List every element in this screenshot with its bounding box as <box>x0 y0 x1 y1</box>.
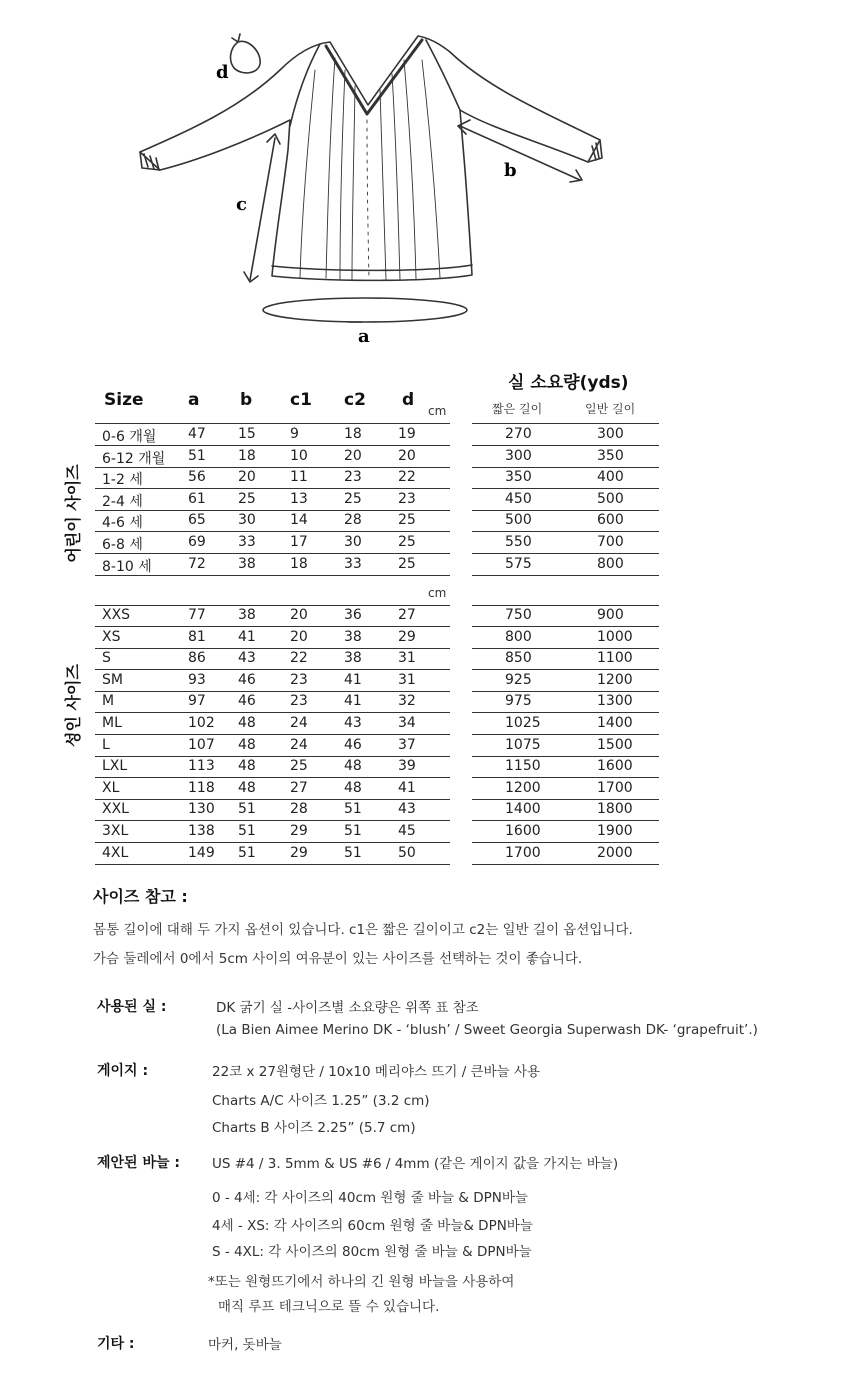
adult-row-cell: 1700 <box>505 844 541 861</box>
adult-row-cell: 102 <box>188 715 215 731</box>
gauge-line-2: Charts A/C 사이즈 1.25” (3.2 cm) <box>212 1093 430 1109</box>
adult-row-yarn-row-divider <box>472 648 659 649</box>
adult-row-cell: 925 <box>505 671 532 688</box>
adult-row-cell: 27 <box>290 779 308 796</box>
children-row-cell: 4-6 세 <box>102 515 143 532</box>
adult-row-cell: 46 <box>344 736 362 753</box>
children-row-cell: 500 <box>505 512 532 529</box>
children-row-cell: 14 <box>290 512 308 529</box>
adult-row-cell: 750 <box>505 607 532 623</box>
adult-row-cell: 46 <box>238 693 256 710</box>
needles-line-1: US #4 / 3. 5mm & US #6 / 4mm (같은 게이지 값을 가지는 바늘) <box>212 1156 619 1172</box>
children-row-row-divider <box>95 510 450 511</box>
adult-row-cell: 113 <box>188 758 215 775</box>
adult-row-cell: 31 <box>398 671 416 688</box>
adult-row-cell: LXL <box>102 758 128 775</box>
label-c: c <box>236 194 247 215</box>
adult-row-row-divider <box>95 734 450 735</box>
adult-row-cell: SM <box>102 671 123 688</box>
adult-row-cell: 51 <box>344 823 362 839</box>
children-row-yarn-row-divider <box>472 575 659 576</box>
children-row-cell: 23 <box>344 469 362 486</box>
adult-row-cell: 23 <box>290 671 308 688</box>
adult-row-cell: 29 <box>290 844 308 861</box>
children-row-cell: 47 <box>188 426 206 442</box>
adult-row-cell: 38 <box>238 607 256 623</box>
table-header-divider <box>472 423 659 424</box>
children-row-cell: 2-4 세 <box>102 493 143 510</box>
adult-row-cell: 118 <box>188 779 215 796</box>
adult-row-row-divider <box>95 648 450 649</box>
adult-row-cell: 107 <box>188 736 215 753</box>
children-row-row-divider <box>95 488 450 489</box>
yarn-line-1: DK 굵기 실 -사이즈별 소요량은 위쪽 표 참조 <box>216 1000 479 1016</box>
adult-row-yarn-row-divider <box>472 669 659 670</box>
adult-row-yarn-row-divider <box>472 864 659 865</box>
adult-header-divider <box>95 605 450 606</box>
adult-row-cell: 1500 <box>597 736 633 753</box>
adult-row-cell: 22 <box>290 650 308 667</box>
adult-row-cell: 48 <box>238 736 256 753</box>
children-row-cell: 17 <box>290 534 308 550</box>
adult-header-divider <box>472 605 659 606</box>
children-row-cell: 25 <box>398 555 416 572</box>
adult-row-row-divider <box>95 799 450 800</box>
adult-row-cell: 1000 <box>597 628 633 645</box>
header-a: a <box>188 390 200 410</box>
adult-row-cell: 29 <box>290 823 308 839</box>
adult-row-cell: 1300 <box>597 693 633 710</box>
children-row-cell: 72 <box>188 555 206 572</box>
children-row-cell: 38 <box>238 555 256 572</box>
adult-row-cell: 51 <box>238 823 256 839</box>
children-row-cell: 30 <box>238 512 256 529</box>
adult-row-cell: 46 <box>238 671 256 688</box>
children-row-cell: 22 <box>398 469 416 486</box>
notes-title: 사이즈 참고 : <box>93 887 188 906</box>
needles-line-5: *또는 원형뜨기에서 하나의 긴 원형 바늘을 사용하여 <box>208 1274 515 1290</box>
children-row-cell: 30 <box>344 534 362 550</box>
children-row-yarn-row-divider <box>472 531 659 532</box>
needles-line-2: 0 - 4세: 각 사이즈의 40cm 원형 줄 바늘 & DPN바늘 <box>212 1190 528 1206</box>
adult-row-cell: 43 <box>398 801 416 818</box>
children-row-cell: 500 <box>597 490 624 507</box>
other-line-1: 마커, 돗바늘 <box>208 1337 282 1353</box>
adult-row-cell: 39 <box>398 758 416 775</box>
children-row-yarn-row-divider <box>472 467 659 468</box>
children-row-cell: 15 <box>238 426 256 442</box>
adult-row-cell: 48 <box>238 715 256 731</box>
yarn-label: 사용된 실 : <box>97 999 167 1015</box>
yarn-line-2: (La Bien Aimee Merino DK - ‘blush’ / Sweet Georgia Superwash DK- ‘grapefruit’.) <box>216 1022 758 1038</box>
yarn-title: 실 소요량(yds) <box>508 373 629 393</box>
children-row-cell: 6-12 개월 <box>102 450 166 467</box>
children-row-yarn-row-divider <box>472 510 659 511</box>
adult-row-cell: 1200 <box>597 671 633 688</box>
children-row-row-divider <box>95 553 450 554</box>
adult-row-row-divider <box>95 756 450 757</box>
children-row-cell: 550 <box>505 534 532 550</box>
adult-row-yarn-row-divider <box>472 691 659 692</box>
children-row-cell: 450 <box>505 490 532 507</box>
adult-row-cell: 149 <box>188 844 215 861</box>
adult-row-cell: 1025 <box>505 715 541 731</box>
children-row-cell: 56 <box>188 469 206 486</box>
children-size-label: 어린이 사이즈 <box>63 464 83 563</box>
adult-row-cell: 3XL <box>102 823 129 839</box>
adult-row-cell: 1700 <box>597 779 633 796</box>
adult-row-cell: 32 <box>398 693 416 710</box>
children-row-row-divider <box>95 531 450 532</box>
children-row-cell: 800 <box>597 555 624 572</box>
children-row-cell: 300 <box>597 426 624 442</box>
adult-row-cell: M <box>102 693 115 710</box>
adult-row-cell: 27 <box>398 607 416 623</box>
adult-row-cell: 34 <box>398 715 416 731</box>
header-b: b <box>240 390 253 410</box>
adult-row-cell: XS <box>102 628 121 645</box>
children-row-cell: 300 <box>505 447 532 464</box>
adult-row-cell: 48 <box>238 758 256 775</box>
children-row-row-divider <box>95 445 450 446</box>
adult-row-row-divider <box>95 864 450 865</box>
adult-row-cell: 31 <box>398 650 416 667</box>
children-row-cell: 20 <box>398 447 416 464</box>
notes-line-2: 가슴 둘레에서 0에서 5cm 사이의 여유분이 있는 사이즈를 선택하는 것이 좋습니다. <box>93 951 583 967</box>
adult-row-row-divider <box>95 777 450 778</box>
adult-row-cell: ML <box>102 715 122 731</box>
children-row-row-divider <box>95 467 450 468</box>
adult-row-cell: 1100 <box>597 650 633 667</box>
adult-row-cell: 1600 <box>597 758 633 775</box>
adult-row-yarn-row-divider <box>472 626 659 627</box>
children-row-cell: 8-10 세 <box>102 558 152 575</box>
children-row-cell: 13 <box>290 490 308 507</box>
header-c2: c2 <box>344 390 366 410</box>
adult-row-cell: 48 <box>238 779 256 796</box>
adult-row-cell: 28 <box>290 801 308 818</box>
adult-row-row-divider <box>95 712 450 713</box>
adult-row-cell: 50 <box>398 844 416 861</box>
adult-row-cell: 1400 <box>597 715 633 731</box>
gauge-line-1: 22코 x 27원형단 / 10x10 메리야스 뜨기 / 큰바늘 사용 <box>212 1064 541 1080</box>
header-d: d <box>402 390 415 410</box>
adult-row-cell: 800 <box>505 628 532 645</box>
adult-row-yarn-row-divider <box>472 820 659 821</box>
children-row-cell: 19 <box>398 426 416 442</box>
label-a: a <box>358 326 370 347</box>
header-size: Size <box>104 390 144 410</box>
yarn-header-short: 짧은 길이 <box>492 402 543 416</box>
children-row-cell: 350 <box>505 469 532 486</box>
adult-row-cell: 48 <box>344 758 362 775</box>
adult-row-cell: 4XL <box>102 844 129 861</box>
children-row-cell: 600 <box>597 512 624 529</box>
children-row-cell: 1-2 세 <box>102 472 143 489</box>
needles-line-4: S - 4XL: 각 사이즈의 80cm 원형 줄 바늘 & DPN바늘 <box>212 1244 532 1260</box>
children-row-cell: 33 <box>238 534 256 550</box>
children-row-cell: 65 <box>188 512 206 529</box>
children-row-cell: 20 <box>238 469 256 486</box>
adult-row-cell: 29 <box>398 628 416 645</box>
label-b: b <box>504 160 517 181</box>
needles-label: 제안된 바늘 : <box>97 1155 180 1171</box>
adult-row-cell: 86 <box>188 650 206 667</box>
adult-row-row-divider <box>95 820 450 821</box>
adult-row-cell: XL <box>102 779 120 796</box>
needles-line-6: 매직 루프 테크닉으로 뜰 수 있습니다. <box>218 1299 440 1315</box>
children-row-cell: 270 <box>505 426 532 442</box>
children-row-cell: 25 <box>238 490 256 507</box>
adult-row-cell: 51 <box>344 844 362 861</box>
children-row-cell: 350 <box>597 447 624 464</box>
children-row-yarn-row-divider <box>472 488 659 489</box>
children-row-cell: 25 <box>398 534 416 550</box>
other-label: 기타 : <box>97 1336 135 1352</box>
table-header-divider <box>95 423 450 424</box>
adult-row-cell: L <box>102 736 110 753</box>
adult-row-cell: 24 <box>290 736 308 753</box>
children-row-yarn-row-divider <box>472 445 659 446</box>
adult-row-cell: 38 <box>344 650 362 667</box>
adult-row-cell: XXL <box>102 801 129 818</box>
children-row-cell: 9 <box>290 426 299 442</box>
children-row-cell: 10 <box>290 447 308 464</box>
adult-size-label: 성인 사이즈 <box>63 664 83 747</box>
adult-row-yarn-row-divider <box>472 842 659 843</box>
needles-line-3: 4세 - XS: 각 사이즈의 60cm 원형 줄 바늘& DPN바늘 <box>212 1218 533 1234</box>
children-row-cell: 69 <box>188 534 206 550</box>
adult-row-row-divider <box>95 842 450 843</box>
children-row-cell: 18 <box>238 447 256 464</box>
children-row-cell: 23 <box>398 490 416 507</box>
adult-row-cell: 51 <box>238 801 256 818</box>
adult-row-cell: 41 <box>398 779 416 796</box>
children-row-cell: 51 <box>188 447 206 464</box>
adult-row-cell: 1200 <box>505 779 541 796</box>
adult-row-cell: 41 <box>238 628 256 645</box>
adult-row-yarn-row-divider <box>472 756 659 757</box>
children-row-cell: 33 <box>344 555 362 572</box>
adult-row-yarn-row-divider <box>472 734 659 735</box>
children-row-cell: 25 <box>398 512 416 529</box>
adult-row-cell: 77 <box>188 607 206 623</box>
children-row-cell: 18 <box>290 555 308 572</box>
adult-row-cell: 20 <box>290 628 308 645</box>
adult-row-cell: 1600 <box>505 823 541 839</box>
adult-row-cell: 43 <box>238 650 256 667</box>
adult-row-cell: 45 <box>398 823 416 839</box>
adult-row-row-divider <box>95 669 450 670</box>
adult-row-row-divider <box>95 691 450 692</box>
adult-row-cell: 23 <box>290 693 308 710</box>
adult-row-cell: 1800 <box>597 801 633 818</box>
unit-cm-top: cm <box>428 404 447 418</box>
adult-row-cell: 1150 <box>505 758 541 775</box>
adult-row-cell: 1400 <box>505 801 541 818</box>
children-row-cell: 700 <box>597 534 624 550</box>
adult-row-cell: 25 <box>290 758 308 775</box>
adult-row-cell: 43 <box>344 715 362 731</box>
adult-row-cell: 81 <box>188 628 206 645</box>
children-row-cell: 28 <box>344 512 362 529</box>
adult-row-cell: 138 <box>188 823 215 839</box>
unit-cm-adult: cm <box>428 586 447 600</box>
children-row-cell: 575 <box>505 555 532 572</box>
yarn-header-regular: 일반 길이 <box>585 402 636 416</box>
children-row-yarn-row-divider <box>472 553 659 554</box>
children-row-row-divider <box>95 575 450 576</box>
children-row-cell: 20 <box>344 447 362 464</box>
children-row-cell: 6-8 세 <box>102 537 143 553</box>
adult-row-cell: 48 <box>344 779 362 796</box>
adult-row-cell: 97 <box>188 693 206 710</box>
adult-row-cell: 51 <box>238 844 256 861</box>
adult-row-cell: 850 <box>505 650 532 667</box>
adult-row-cell: 36 <box>344 607 362 623</box>
adult-row-cell: 41 <box>344 693 362 710</box>
notes-line-1: 몸통 길이에 대해 두 가지 옵션이 있습니다. c1은 짧은 길이이고 c2는 일반 길이 옵션입니다. <box>93 922 633 938</box>
children-row-cell: 25 <box>344 490 362 507</box>
adult-row-cell: 2000 <box>597 844 633 861</box>
adult-row-cell: 130 <box>188 801 215 818</box>
children-row-cell: 61 <box>188 490 206 507</box>
adult-row-row-divider <box>95 626 450 627</box>
children-row-cell: 18 <box>344 426 362 442</box>
adult-row-cell: 975 <box>505 693 532 710</box>
adult-row-cell: XXS <box>102 607 131 623</box>
adult-row-cell: 1075 <box>505 736 541 753</box>
adult-row-cell: 38 <box>344 628 362 645</box>
sweater-diagram <box>130 30 610 350</box>
adult-row-cell: 24 <box>290 715 308 731</box>
adult-row-yarn-row-divider <box>472 777 659 778</box>
adult-row-yarn-row-divider <box>472 712 659 713</box>
adult-row-cell: 41 <box>344 671 362 688</box>
label-d: d <box>216 62 229 83</box>
gauge-line-3: Charts B 사이즈 2.25” (5.7 cm) <box>212 1120 416 1136</box>
header-c1: c1 <box>290 390 312 410</box>
children-row-cell: 0-6 개월 <box>102 429 157 445</box>
adult-row-cell: S <box>102 650 111 667</box>
adult-row-cell: 900 <box>597 607 624 623</box>
children-row-cell: 400 <box>597 469 624 486</box>
gauge-label: 게이지 : <box>97 1063 149 1079</box>
adult-row-yarn-row-divider <box>472 799 659 800</box>
adult-row-cell: 1900 <box>597 823 633 839</box>
adult-row-cell: 20 <box>290 607 308 623</box>
adult-row-cell: 51 <box>344 801 362 818</box>
adult-row-cell: 37 <box>398 736 416 753</box>
children-row-cell: 11 <box>290 469 308 486</box>
adult-row-cell: 93 <box>188 671 206 688</box>
